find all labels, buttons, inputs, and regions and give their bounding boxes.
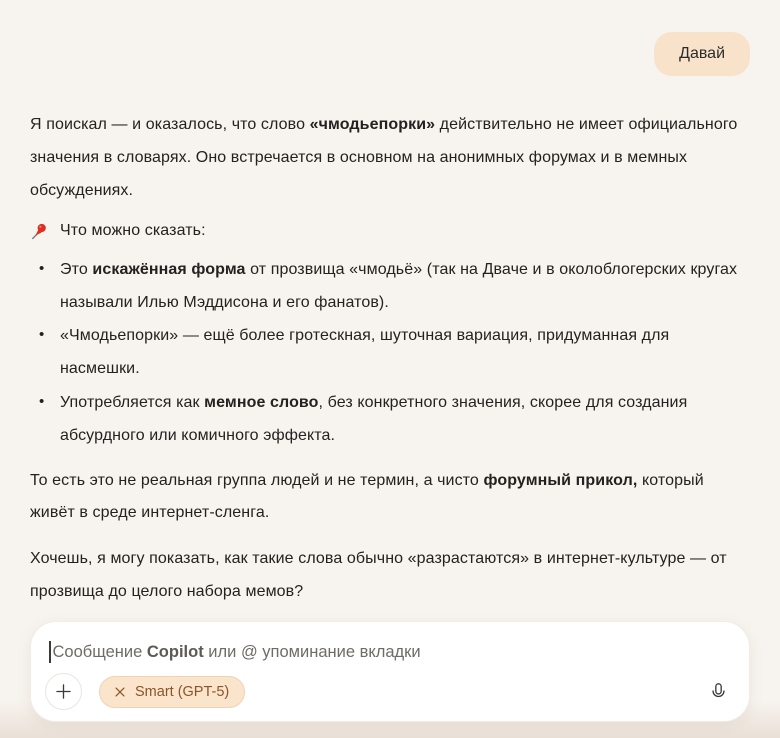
composer bbox=[30, 621, 750, 722]
assistant-message bbox=[30, 109, 752, 653]
model-chip-label: Smart (GPT-5) bbox=[135, 683, 230, 700]
pin-heading-text: Что можно сказать: bbox=[60, 222, 206, 240]
bullet-item-2: • «Чмодьепорки» — ещё более гротескная, шуточная вариация, придуманная для насмешки. bbox=[30, 320, 752, 386]
assistant-paragraph-1: Я поискал — и оказалось, что слово «чмодьепорки» действительно не имеет официального значения в словарях. Оно встречается в основном на анонимных форумах и в мемных обсуждениях. bbox=[30, 116, 738, 199]
x-icon[interactable] bbox=[113, 685, 127, 699]
text-caret bbox=[49, 641, 51, 663]
composer-bottom-row bbox=[45, 673, 733, 710]
add-attachment-button[interactable] bbox=[45, 673, 82, 710]
bullet-item-3: • Употребляется как мемное слово, без конкретного значения, скорее для создания абсурдного или комичного эффекта. bbox=[30, 387, 752, 453]
bullet-item-1: • Это искажённая форма от прозвища «чмодьё» (так на Дваче и в околоблогерских кругах называли Илью Мэддисона и его фанатов). bbox=[30, 254, 752, 320]
user-message-row bbox=[654, 32, 750, 76]
pin-heading-line bbox=[30, 220, 752, 242]
microphone-button[interactable] bbox=[703, 677, 733, 707]
assistant-paragraph-3: Хочешь, я могу показать, как такие слова обычно «разрастаются» в интернет-культуре — от прозвища до целого набора мемов? bbox=[30, 550, 727, 600]
red-pushpin-icon bbox=[30, 222, 49, 241]
assistant-paragraph-2: То есть это не реальная группа людей и не термин, а чисто форумный прикол, который живёт в среде интернет-сленга. bbox=[30, 471, 704, 522]
microphone-icon bbox=[707, 680, 730, 703]
user-message-bubble: Давай bbox=[654, 32, 750, 76]
message-input[interactable] bbox=[49, 641, 689, 663]
input-placeholder: Сообщение Copilot или @ упоминание вкладки bbox=[52, 642, 421, 661]
model-chip[interactable] bbox=[99, 676, 245, 708]
bullet-list bbox=[30, 254, 752, 453]
plus-icon bbox=[53, 681, 74, 702]
